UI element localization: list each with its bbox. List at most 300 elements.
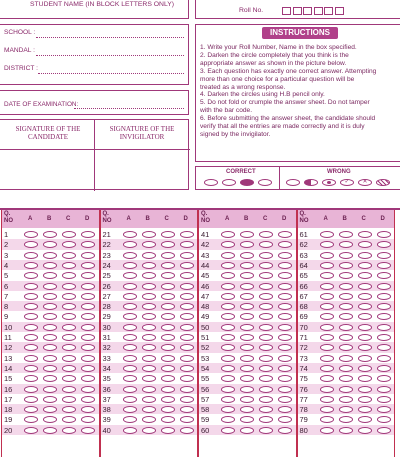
- answer-bubble-d[interactable]: [81, 344, 95, 351]
- answer-bubble-c[interactable]: [62, 386, 76, 393]
- answer-bubble-c[interactable]: [358, 355, 372, 362]
- answer-bubble-d[interactable]: [377, 252, 391, 259]
- answer-bubble-b[interactable]: [43, 396, 57, 403]
- answer-bubble-d[interactable]: [278, 252, 292, 259]
- answer-bubble-c[interactable]: [62, 406, 76, 413]
- answer-bubble-b[interactable]: [339, 231, 353, 238]
- answer-bubble-a[interactable]: [123, 344, 137, 351]
- answer-bubble-c[interactable]: [62, 334, 76, 341]
- answer-bubble-a[interactable]: [123, 334, 137, 341]
- answer-bubble-c[interactable]: [62, 272, 76, 279]
- answer-bubble-c[interactable]: [62, 262, 76, 269]
- answer-bubble-d[interactable]: [377, 303, 391, 310]
- answer-bubble-c[interactable]: [259, 375, 273, 382]
- answer-bubble-c[interactable]: [259, 241, 273, 248]
- answer-bubble-b[interactable]: [142, 386, 156, 393]
- answer-bubble-c[interactable]: [259, 427, 273, 434]
- answer-bubble-a[interactable]: [24, 416, 38, 423]
- answer-bubble-b[interactable]: [240, 365, 254, 372]
- answer-bubble-c[interactable]: [358, 334, 372, 341]
- answer-bubble-d[interactable]: [180, 283, 194, 290]
- answer-bubble-c[interactable]: [358, 252, 372, 259]
- answer-bubble-c[interactable]: [161, 303, 175, 310]
- answer-bubble-a[interactable]: [221, 344, 235, 351]
- answer-bubble-a[interactable]: [24, 365, 38, 372]
- answer-bubble-b[interactable]: [240, 427, 254, 434]
- answer-bubble-b[interactable]: [142, 313, 156, 320]
- answer-bubble-a[interactable]: [221, 303, 235, 310]
- answer-bubble-b[interactable]: [142, 272, 156, 279]
- answer-bubble-a[interactable]: [320, 355, 334, 362]
- answer-bubble-c[interactable]: [161, 262, 175, 269]
- answer-bubble-d[interactable]: [180, 334, 194, 341]
- answer-bubble-c[interactable]: [259, 396, 273, 403]
- answer-bubble-c[interactable]: [161, 241, 175, 248]
- answer-bubble-a[interactable]: [24, 375, 38, 382]
- answer-bubble-b[interactable]: [339, 365, 353, 372]
- answer-bubble-d[interactable]: [377, 313, 391, 320]
- answer-bubble-c[interactable]: [161, 396, 175, 403]
- answer-bubble-a[interactable]: [221, 313, 235, 320]
- answer-bubble-a[interactable]: [123, 241, 137, 248]
- answer-bubble-b[interactable]: [142, 355, 156, 362]
- answer-bubble-c[interactable]: [161, 283, 175, 290]
- answer-bubble-b[interactable]: [142, 427, 156, 434]
- answer-bubble-b[interactable]: [142, 231, 156, 238]
- roll-no-digit-cell[interactable]: [303, 7, 312, 15]
- answer-bubble-a[interactable]: [221, 283, 235, 290]
- district-field[interactable]: [38, 73, 184, 74]
- answer-bubble-d[interactable]: [377, 272, 391, 279]
- answer-bubble-d[interactable]: [180, 386, 194, 393]
- answer-bubble-b[interactable]: [142, 241, 156, 248]
- answer-bubble-c[interactable]: [358, 313, 372, 320]
- answer-bubble-b[interactable]: [240, 396, 254, 403]
- answer-bubble-d[interactable]: [278, 303, 292, 310]
- answer-bubble-b[interactable]: [339, 416, 353, 423]
- answer-bubble-d[interactable]: [278, 293, 292, 300]
- answer-bubble-c[interactable]: [62, 241, 76, 248]
- answer-bubble-a[interactable]: [221, 272, 235, 279]
- answer-bubble-c[interactable]: [259, 416, 273, 423]
- answer-bubble-d[interactable]: [81, 386, 95, 393]
- answer-bubble-d[interactable]: [180, 427, 194, 434]
- answer-bubble-d[interactable]: [180, 252, 194, 259]
- answer-bubble-c[interactable]: [358, 344, 372, 351]
- answer-bubble-a[interactable]: [320, 231, 334, 238]
- answer-bubble-c[interactable]: [358, 375, 372, 382]
- answer-bubble-d[interactable]: [278, 365, 292, 372]
- answer-bubble-b[interactable]: [339, 252, 353, 259]
- answer-bubble-a[interactable]: [123, 324, 137, 331]
- answer-bubble-c[interactable]: [259, 293, 273, 300]
- answer-bubble-b[interactable]: [142, 252, 156, 259]
- roll-no-digit-cell[interactable]: [282, 7, 291, 15]
- answer-bubble-b[interactable]: [240, 262, 254, 269]
- answer-bubble-d[interactable]: [377, 231, 391, 238]
- answer-bubble-c[interactable]: [62, 283, 76, 290]
- answer-bubble-a[interactable]: [320, 313, 334, 320]
- answer-bubble-a[interactable]: [24, 293, 38, 300]
- answer-bubble-d[interactable]: [180, 396, 194, 403]
- answer-bubble-c[interactable]: [161, 272, 175, 279]
- answer-bubble-a[interactable]: [221, 241, 235, 248]
- answer-bubble-a[interactable]: [320, 416, 334, 423]
- answer-bubble-d[interactable]: [81, 313, 95, 320]
- answer-bubble-d[interactable]: [278, 324, 292, 331]
- answer-bubble-d[interactable]: [377, 396, 391, 403]
- answer-bubble-d[interactable]: [377, 334, 391, 341]
- answer-bubble-b[interactable]: [240, 252, 254, 259]
- answer-bubble-a[interactable]: [221, 334, 235, 341]
- school-field[interactable]: [36, 37, 184, 38]
- answer-bubble-a[interactable]: [221, 386, 235, 393]
- answer-bubble-b[interactable]: [339, 344, 353, 351]
- answer-bubble-a[interactable]: [221, 396, 235, 403]
- answer-bubble-a[interactable]: [123, 427, 137, 434]
- answer-bubble-d[interactable]: [377, 406, 391, 413]
- answer-bubble-d[interactable]: [81, 406, 95, 413]
- answer-bubble-c[interactable]: [259, 386, 273, 393]
- answer-bubble-c[interactable]: [259, 231, 273, 238]
- answer-bubble-c[interactable]: [358, 365, 372, 372]
- answer-bubble-a[interactable]: [320, 272, 334, 279]
- answer-bubble-b[interactable]: [240, 355, 254, 362]
- answer-bubble-c[interactable]: [358, 416, 372, 423]
- answer-bubble-b[interactable]: [43, 241, 57, 248]
- answer-bubble-b[interactable]: [43, 303, 57, 310]
- answer-bubble-d[interactable]: [81, 334, 95, 341]
- answer-bubble-b[interactable]: [142, 416, 156, 423]
- answer-bubble-d[interactable]: [377, 241, 391, 248]
- answer-bubble-d[interactable]: [81, 324, 95, 331]
- answer-bubble-c[interactable]: [62, 365, 76, 372]
- answer-bubble-d[interactable]: [377, 293, 391, 300]
- answer-bubble-a[interactable]: [320, 252, 334, 259]
- answer-bubble-a[interactable]: [123, 262, 137, 269]
- answer-bubble-d[interactable]: [180, 241, 194, 248]
- answer-bubble-d[interactable]: [377, 262, 391, 269]
- answer-bubble-c[interactable]: [259, 344, 273, 351]
- answer-bubble-c[interactable]: [62, 303, 76, 310]
- answer-bubble-d[interactable]: [180, 365, 194, 372]
- answer-bubble-b[interactable]: [43, 416, 57, 423]
- answer-bubble-a[interactable]: [221, 293, 235, 300]
- answer-bubble-c[interactable]: [259, 303, 273, 310]
- answer-bubble-d[interactable]: [81, 365, 95, 372]
- answer-bubble-a[interactable]: [24, 396, 38, 403]
- answer-bubble-b[interactable]: [142, 303, 156, 310]
- answer-bubble-c[interactable]: [62, 375, 76, 382]
- answer-bubble-a[interactable]: [123, 313, 137, 320]
- answer-bubble-a[interactable]: [24, 386, 38, 393]
- roll-no-digit-cell[interactable]: [324, 7, 333, 15]
- answer-bubble-b[interactable]: [240, 406, 254, 413]
- answer-bubble-b[interactable]: [43, 293, 57, 300]
- answer-bubble-d[interactable]: [81, 355, 95, 362]
- answer-bubble-b[interactable]: [339, 396, 353, 403]
- answer-bubble-b[interactable]: [43, 406, 57, 413]
- answer-bubble-d[interactable]: [278, 427, 292, 434]
- answer-bubble-d[interactable]: [278, 241, 292, 248]
- answer-bubble-b[interactable]: [339, 272, 353, 279]
- answer-bubble-b[interactable]: [339, 406, 353, 413]
- answer-bubble-c[interactable]: [62, 231, 76, 238]
- answer-bubble-a[interactable]: [123, 272, 137, 279]
- answer-bubble-b[interactable]: [339, 375, 353, 382]
- answer-bubble-b[interactable]: [240, 283, 254, 290]
- answer-bubble-d[interactable]: [377, 324, 391, 331]
- answer-bubble-a[interactable]: [24, 283, 38, 290]
- answer-bubble-b[interactable]: [339, 427, 353, 434]
- answer-bubble-b[interactable]: [142, 293, 156, 300]
- answer-bubble-c[interactable]: [358, 241, 372, 248]
- answer-bubble-a[interactable]: [320, 386, 334, 393]
- answer-bubble-d[interactable]: [278, 375, 292, 382]
- answer-bubble-d[interactable]: [81, 231, 95, 238]
- answer-bubble-c[interactable]: [259, 355, 273, 362]
- answer-bubble-a[interactable]: [320, 241, 334, 248]
- answer-bubble-b[interactable]: [43, 427, 57, 434]
- answer-bubble-a[interactable]: [123, 396, 137, 403]
- answer-bubble-c[interactable]: [259, 365, 273, 372]
- answer-bubble-a[interactable]: [24, 344, 38, 351]
- answer-bubble-d[interactable]: [377, 427, 391, 434]
- answer-bubble-a[interactable]: [320, 365, 334, 372]
- mandal-field[interactable]: [36, 55, 184, 56]
- answer-bubble-b[interactable]: [43, 262, 57, 269]
- answer-bubble-b[interactable]: [339, 241, 353, 248]
- answer-bubble-c[interactable]: [161, 293, 175, 300]
- answer-bubble-c[interactable]: [62, 427, 76, 434]
- answer-bubble-c[interactable]: [161, 427, 175, 434]
- answer-bubble-b[interactable]: [339, 293, 353, 300]
- answer-bubble-c[interactable]: [358, 283, 372, 290]
- answer-bubble-a[interactable]: [221, 324, 235, 331]
- answer-bubble-b[interactable]: [240, 231, 254, 238]
- answer-bubble-a[interactable]: [320, 283, 334, 290]
- answer-bubble-a[interactable]: [24, 355, 38, 362]
- answer-bubble-b[interactable]: [240, 272, 254, 279]
- answer-bubble-a[interactable]: [221, 262, 235, 269]
- answer-bubble-b[interactable]: [43, 272, 57, 279]
- answer-bubble-c[interactable]: [161, 386, 175, 393]
- answer-bubble-d[interactable]: [377, 344, 391, 351]
- answer-bubble-a[interactable]: [320, 303, 334, 310]
- answer-bubble-b[interactable]: [240, 303, 254, 310]
- answer-bubble-a[interactable]: [24, 303, 38, 310]
- answer-bubble-b[interactable]: [240, 416, 254, 423]
- answer-bubble-a[interactable]: [221, 365, 235, 372]
- answer-bubble-a[interactable]: [320, 262, 334, 269]
- answer-bubble-d[interactable]: [180, 313, 194, 320]
- answer-bubble-b[interactable]: [339, 386, 353, 393]
- answer-bubble-b[interactable]: [339, 303, 353, 310]
- answer-bubble-c[interactable]: [161, 355, 175, 362]
- answer-bubble-b[interactable]: [339, 262, 353, 269]
- answer-bubble-a[interactable]: [320, 293, 334, 300]
- answer-bubble-d[interactable]: [180, 324, 194, 331]
- answer-bubble-b[interactable]: [142, 262, 156, 269]
- answer-bubble-d[interactable]: [180, 272, 194, 279]
- answer-bubble-b[interactable]: [142, 365, 156, 372]
- answer-bubble-d[interactable]: [81, 283, 95, 290]
- answer-bubble-c[interactable]: [358, 272, 372, 279]
- answer-bubble-a[interactable]: [320, 334, 334, 341]
- answer-bubble-b[interactable]: [43, 344, 57, 351]
- answer-bubble-d[interactable]: [81, 396, 95, 403]
- answer-bubble-a[interactable]: [221, 416, 235, 423]
- answer-bubble-c[interactable]: [259, 334, 273, 341]
- answer-bubble-b[interactable]: [43, 334, 57, 341]
- answer-bubble-c[interactable]: [358, 262, 372, 269]
- answer-bubble-a[interactable]: [221, 355, 235, 362]
- answer-bubble-c[interactable]: [358, 231, 372, 238]
- answer-bubble-a[interactable]: [24, 427, 38, 434]
- answer-bubble-a[interactable]: [123, 386, 137, 393]
- answer-bubble-a[interactable]: [123, 231, 137, 238]
- answer-bubble-d[interactable]: [377, 355, 391, 362]
- answer-bubble-d[interactable]: [278, 313, 292, 320]
- answer-bubble-c[interactable]: [62, 324, 76, 331]
- answer-bubble-d[interactable]: [180, 344, 194, 351]
- answer-bubble-c[interactable]: [161, 416, 175, 423]
- answer-bubble-a[interactable]: [24, 252, 38, 259]
- answer-bubble-c[interactable]: [259, 272, 273, 279]
- answer-bubble-c[interactable]: [62, 293, 76, 300]
- answer-bubble-b[interactable]: [142, 334, 156, 341]
- answer-bubble-c[interactable]: [161, 252, 175, 259]
- answer-bubble-c[interactable]: [358, 303, 372, 310]
- answer-bubble-d[interactable]: [81, 427, 95, 434]
- answer-bubble-b[interactable]: [43, 283, 57, 290]
- answer-bubble-d[interactable]: [377, 283, 391, 290]
- answer-bubble-d[interactable]: [180, 262, 194, 269]
- answer-bubble-d[interactable]: [81, 416, 95, 423]
- answer-bubble-d[interactable]: [278, 406, 292, 413]
- answer-bubble-b[interactable]: [339, 324, 353, 331]
- answer-bubble-d[interactable]: [377, 416, 391, 423]
- answer-bubble-d[interactable]: [278, 396, 292, 403]
- answer-bubble-b[interactable]: [43, 375, 57, 382]
- answer-bubble-b[interactable]: [43, 365, 57, 372]
- answer-bubble-c[interactable]: [259, 252, 273, 259]
- answer-bubble-d[interactable]: [180, 406, 194, 413]
- answer-bubble-c[interactable]: [358, 324, 372, 331]
- answer-bubble-c[interactable]: [161, 375, 175, 382]
- answer-bubble-d[interactable]: [377, 386, 391, 393]
- answer-bubble-d[interactable]: [278, 283, 292, 290]
- answer-bubble-b[interactable]: [142, 406, 156, 413]
- answer-bubble-b[interactable]: [339, 355, 353, 362]
- answer-bubble-a[interactable]: [320, 344, 334, 351]
- answer-bubble-c[interactable]: [358, 386, 372, 393]
- answer-bubble-a[interactable]: [24, 262, 38, 269]
- answer-bubble-c[interactable]: [161, 231, 175, 238]
- answer-bubble-d[interactable]: [180, 355, 194, 362]
- answer-bubble-b[interactable]: [240, 324, 254, 331]
- roll-no-digit-cell[interactable]: [335, 7, 344, 15]
- answer-bubble-d[interactable]: [81, 241, 95, 248]
- answer-bubble-a[interactable]: [221, 406, 235, 413]
- answer-bubble-b[interactable]: [43, 324, 57, 331]
- answer-bubble-c[interactable]: [62, 355, 76, 362]
- answer-bubble-a[interactable]: [123, 406, 137, 413]
- answer-bubble-d[interactable]: [81, 262, 95, 269]
- answer-bubble-a[interactable]: [123, 252, 137, 259]
- answer-bubble-b[interactable]: [339, 313, 353, 320]
- answer-bubble-a[interactable]: [221, 375, 235, 382]
- answer-bubble-a[interactable]: [24, 272, 38, 279]
- answer-bubble-c[interactable]: [161, 313, 175, 320]
- answer-bubble-c[interactable]: [161, 324, 175, 331]
- answer-bubble-c[interactable]: [259, 324, 273, 331]
- answer-bubble-a[interactable]: [320, 406, 334, 413]
- answer-bubble-b[interactable]: [43, 313, 57, 320]
- answer-bubble-b[interactable]: [142, 344, 156, 351]
- answer-bubble-d[interactable]: [180, 375, 194, 382]
- answer-bubble-b[interactable]: [240, 344, 254, 351]
- answer-bubble-c[interactable]: [161, 334, 175, 341]
- answer-bubble-b[interactable]: [43, 386, 57, 393]
- answer-bubble-a[interactable]: [123, 283, 137, 290]
- answer-bubble-b[interactable]: [240, 375, 254, 382]
- answer-bubble-b[interactable]: [240, 241, 254, 248]
- answer-bubble-b[interactable]: [142, 375, 156, 382]
- answer-bubble-b[interactable]: [339, 283, 353, 290]
- answer-bubble-a[interactable]: [24, 241, 38, 248]
- answer-bubble-b[interactable]: [240, 313, 254, 320]
- answer-bubble-c[interactable]: [358, 396, 372, 403]
- answer-bubble-c[interactable]: [161, 344, 175, 351]
- answer-bubble-c[interactable]: [62, 416, 76, 423]
- answer-bubble-a[interactable]: [123, 416, 137, 423]
- answer-bubble-a[interactable]: [221, 252, 235, 259]
- answer-bubble-a[interactable]: [24, 406, 38, 413]
- answer-bubble-d[interactable]: [180, 293, 194, 300]
- answer-bubble-d[interactable]: [81, 252, 95, 259]
- answer-bubble-d[interactable]: [180, 416, 194, 423]
- answer-bubble-d[interactable]: [81, 272, 95, 279]
- answer-bubble-c[interactable]: [62, 252, 76, 259]
- answer-bubble-b[interactable]: [142, 324, 156, 331]
- answer-bubble-b[interactable]: [240, 386, 254, 393]
- answer-bubble-a[interactable]: [123, 293, 137, 300]
- answer-bubble-c[interactable]: [358, 406, 372, 413]
- answer-bubble-b[interactable]: [43, 231, 57, 238]
- date-field[interactable]: [74, 108, 184, 109]
- roll-no-digit-cell[interactable]: [293, 7, 302, 15]
- answer-bubble-d[interactable]: [278, 344, 292, 351]
- answer-bubble-c[interactable]: [259, 283, 273, 290]
- answer-bubble-a[interactable]: [24, 231, 38, 238]
- answer-bubble-a[interactable]: [320, 324, 334, 331]
- answer-bubble-c[interactable]: [259, 406, 273, 413]
- answer-bubble-c[interactable]: [161, 365, 175, 372]
- answer-bubble-a[interactable]: [24, 334, 38, 341]
- answer-bubble-a[interactable]: [123, 365, 137, 372]
- answer-bubble-a[interactable]: [123, 375, 137, 382]
- answer-bubble-b[interactable]: [142, 396, 156, 403]
- answer-bubble-d[interactable]: [278, 386, 292, 393]
- answer-bubble-a[interactable]: [320, 375, 334, 382]
- answer-bubble-b[interactable]: [240, 334, 254, 341]
- answer-bubble-a[interactable]: [123, 355, 137, 362]
- answer-bubble-a[interactable]: [123, 303, 137, 310]
- answer-bubble-b[interactable]: [43, 252, 57, 259]
- answer-bubble-b[interactable]: [339, 334, 353, 341]
- answer-bubble-c[interactable]: [161, 406, 175, 413]
